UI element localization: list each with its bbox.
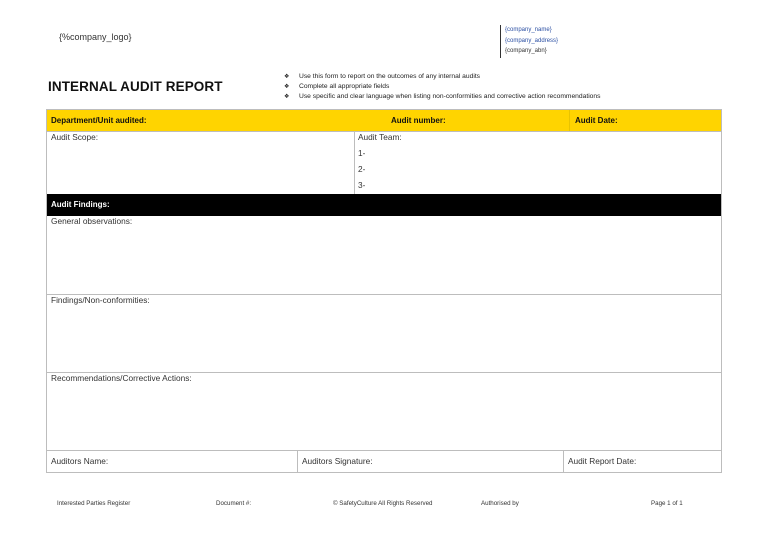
audit-info-header-row xyxy=(47,109,721,131)
company-name: {company_name} xyxy=(505,27,552,33)
audit-date-label: Audit Date: xyxy=(575,116,618,125)
general-observations-label: General observations: xyxy=(51,216,133,226)
instructions-list xyxy=(284,72,600,102)
recommendations-section[interactable] xyxy=(47,372,721,450)
instruction-item: ❖ Complete all appropriate fields xyxy=(284,83,390,90)
audit-form xyxy=(46,109,722,473)
department-label: Department/Unit audited: xyxy=(51,116,147,125)
team-member-2-field[interactable]: 2- xyxy=(358,164,366,174)
diamond-bullet-icon: ❖ xyxy=(284,74,290,80)
footer-register: Interested Parties Register xyxy=(57,500,131,507)
audit-number-label: Audit number: xyxy=(391,116,446,125)
instruction-item: ❖ Use specific and clear language when listing non-conformities and corrective action recommendations xyxy=(284,93,601,100)
audit-scope-field[interactable]: Audit Scope: xyxy=(51,132,99,142)
auditors-signature-field[interactable]: Auditors Signature: xyxy=(302,456,373,466)
footer-page-number: Page 1 of 1 xyxy=(651,500,683,507)
audit-findings-label: Audit Findings: xyxy=(51,200,110,209)
report-title: INTERNAL AUDIT REPORT xyxy=(48,79,223,94)
footer-document-label: Document #: xyxy=(216,500,252,507)
nonconformities-label: Findings/Non-conformities: xyxy=(51,295,150,305)
scope-team-row xyxy=(47,131,721,194)
audit-report-date-field[interactable]: Audit Report Date: xyxy=(568,456,637,466)
footer-authorised: Authorised by xyxy=(481,500,519,507)
diamond-bullet-icon: ❖ xyxy=(284,84,290,90)
company-address: {company_address} xyxy=(505,37,559,44)
nonconformities-section[interactable] xyxy=(47,294,721,372)
team-member-3-field[interactable]: 3- xyxy=(358,180,366,190)
team-member-1-field[interactable]: 1- xyxy=(358,148,366,158)
company-details xyxy=(500,25,558,58)
auditors-name-field[interactable]: Auditors Name: xyxy=(51,456,109,466)
footer-copyright: © SafetyCulture All Rights Reserved xyxy=(333,500,433,507)
company-abn: {company_abn} xyxy=(505,48,547,54)
signoff-row xyxy=(47,450,721,472)
audit-team-label: Audit Team: xyxy=(358,132,402,142)
company-logo-placeholder: {%company_logo} xyxy=(59,32,132,42)
general-observations-section[interactable] xyxy=(47,216,721,294)
recommendations-label: Recommendations/Corrective Actions: xyxy=(51,373,192,383)
diamond-bullet-icon: ❖ xyxy=(284,94,290,100)
audit-findings-header xyxy=(47,194,721,216)
instruction-item: ❖ Use this form to report on the outcomes of any internal audits xyxy=(284,73,481,80)
